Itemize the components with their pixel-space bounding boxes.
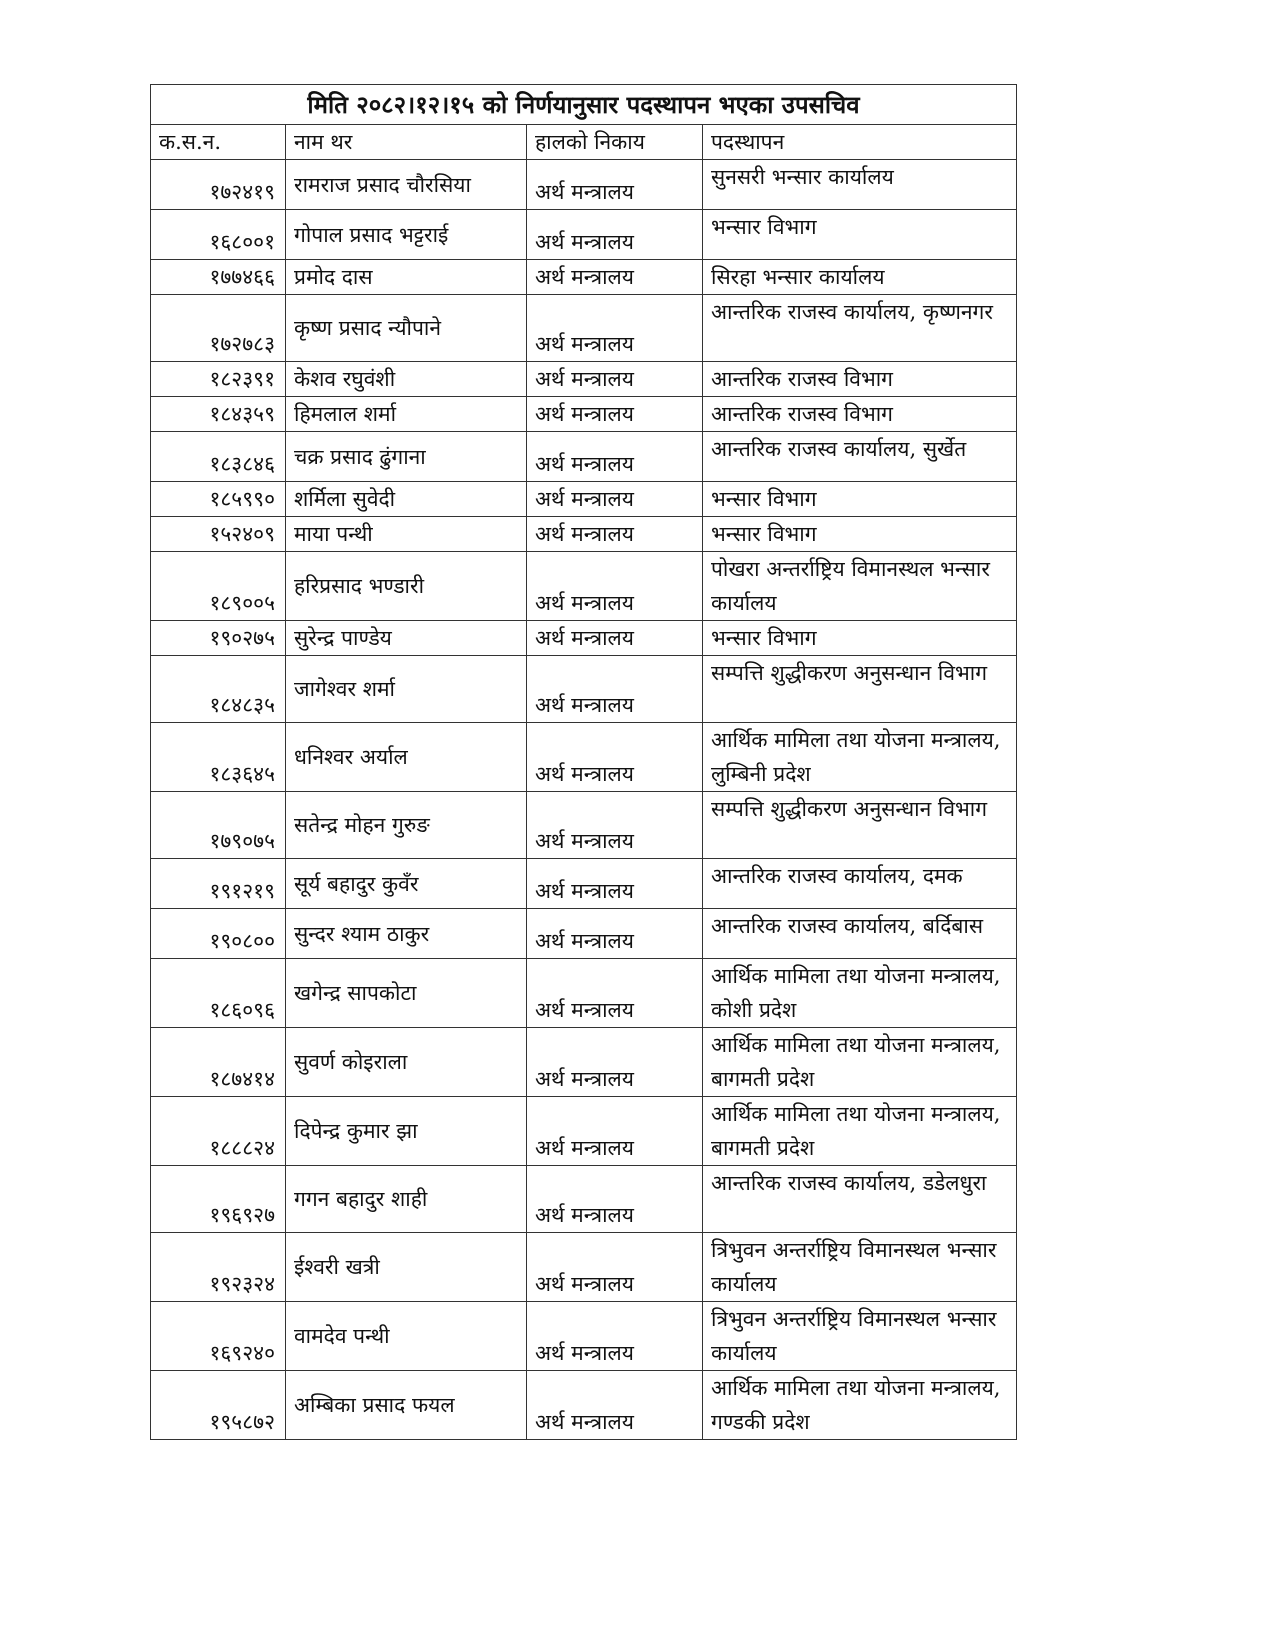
cell-sn: १६८००१	[151, 210, 286, 260]
table-row	[151, 656, 1017, 723]
cell-posting: आन्तरिक राजस्व कार्यालय, बर्दिबास	[703, 909, 1017, 959]
cell-office: अर्थ मन्त्रालय	[527, 723, 703, 792]
cell-posting: सिरहा भन्सार कार्यालय	[703, 260, 1017, 295]
cell-office: अर्थ मन्त्रालय	[527, 432, 703, 482]
cell-sn: १७९०७५	[151, 792, 286, 859]
cell-name: कृष्ण प्रसाद न्यौपाने	[286, 295, 527, 362]
header-row	[151, 125, 1017, 160]
cell-sn: १९०८००	[151, 909, 286, 959]
table-row	[151, 621, 1017, 656]
cell-sn: १८३६४५	[151, 723, 286, 792]
cell-name: सुवर्ण कोइराला	[286, 1028, 527, 1097]
cell-office: अर्थ मन्त्रालय	[527, 260, 703, 295]
cell-office: अर्थ मन्त्रालय	[527, 552, 703, 621]
cell-office: अर्थ मन्त्रालय	[527, 959, 703, 1028]
cell-name: हिमलाल शर्मा	[286, 397, 527, 432]
cell-office: अर्थ मन्त्रालय	[527, 362, 703, 397]
cell-sn: १७२४१९	[151, 160, 286, 210]
posting-table	[150, 84, 1017, 1440]
cell-name: खगेन्द्र सापकोटा	[286, 959, 527, 1028]
cell-sn: १९०२७५	[151, 621, 286, 656]
table-row	[151, 295, 1017, 362]
table-row	[151, 160, 1017, 210]
cell-name: ईश्वरी खत्री	[286, 1233, 527, 1302]
cell-sn: १५२४०९	[151, 517, 286, 552]
cell-sn: १८६०९६	[151, 959, 286, 1028]
column-header-posting: पदस्थापन	[703, 125, 1017, 160]
cell-office: अर्थ मन्त्रालय	[527, 1233, 703, 1302]
cell-office: अर्थ मन्त्रालय	[527, 1371, 703, 1440]
cell-posting: भन्सार विभाग	[703, 210, 1017, 260]
cell-name: हरिप्रसाद भण्डारी	[286, 552, 527, 621]
cell-posting: भन्सार विभाग	[703, 621, 1017, 656]
cell-posting: त्रिभुवन अन्तर्राष्ट्रिय विमानस्थल भन्सार कार्यालय	[703, 1233, 1017, 1302]
cell-posting: आन्तरिक राजस्व कार्यालय, सुर्खेत	[703, 432, 1017, 482]
cell-name: रामराज प्रसाद चौरसिया	[286, 160, 527, 210]
cell-sn: १९२३२४	[151, 1233, 286, 1302]
cell-posting: आन्तरिक राजस्व कार्यालय, डडेलधुरा	[703, 1166, 1017, 1233]
table-row	[151, 432, 1017, 482]
cell-office: अर्थ मन्त्रालय	[527, 1028, 703, 1097]
cell-posting: आर्थिक मामिला तथा योजना मन्त्रालय, बागमती प्रदेश	[703, 1097, 1017, 1166]
cell-name: सतेन्द्र मोहन गुरुङ	[286, 792, 527, 859]
cell-office: अर्थ मन्त्रालय	[527, 1166, 703, 1233]
table-row	[151, 1028, 1017, 1097]
table-row	[151, 959, 1017, 1028]
column-header-name: नाम थर	[286, 125, 527, 160]
cell-office: अर्थ मन्त्रालय	[527, 909, 703, 959]
table-row	[151, 362, 1017, 397]
cell-sn: १७७४६६	[151, 260, 286, 295]
table-row	[151, 1371, 1017, 1440]
cell-posting: सम्पत्ति शुद्धीकरण अनुसन्धान विभाग	[703, 656, 1017, 723]
cell-name: अम्बिका प्रसाद फयल	[286, 1371, 527, 1440]
cell-office: अर्थ मन्त्रालय	[527, 1302, 703, 1371]
cell-name: चक्र प्रसाद ढुंगाना	[286, 432, 527, 482]
cell-posting: आर्थिक मामिला तथा योजना मन्त्रालय, बागमती प्रदेश	[703, 1028, 1017, 1097]
cell-sn: १८४८३५	[151, 656, 286, 723]
table-row	[151, 909, 1017, 959]
table-title: मिति २०८२।१२।१५ को निर्णयानुसार पदस्थापन भएका उपसचिव	[151, 85, 1017, 125]
cell-name: सुरेन्द्र पाण्डेय	[286, 621, 527, 656]
cell-name: गगन बहादुर शाही	[286, 1166, 527, 1233]
table-row	[151, 482, 1017, 517]
cell-sn: १८७४१४	[151, 1028, 286, 1097]
cell-sn: १९५८७२	[151, 1371, 286, 1440]
cell-sn: १८४३५९	[151, 397, 286, 432]
table-row	[151, 260, 1017, 295]
column-header-sn: क.स.न.	[151, 125, 286, 160]
cell-name: सूर्य बहादुर कुवँर	[286, 859, 527, 909]
cell-office: अर्थ मन्त्रालय	[527, 792, 703, 859]
cell-sn: १७२७८३	[151, 295, 286, 362]
table-row	[151, 1166, 1017, 1233]
cell-office: अर्थ मन्त्रालय	[527, 656, 703, 723]
cell-sn: १८५९९०	[151, 482, 286, 517]
table-row	[151, 552, 1017, 621]
cell-posting: सम्पत्ति शुद्धीकरण अनुसन्धान विभाग	[703, 792, 1017, 859]
column-header-office: हालको निकाय	[527, 125, 703, 160]
cell-posting: सुनसरी भन्सार कार्यालय	[703, 160, 1017, 210]
cell-name: माया पन्थी	[286, 517, 527, 552]
cell-posting: आन्तरिक राजस्व कार्यालय, दमक	[703, 859, 1017, 909]
cell-office: अर्थ मन्त्रालय	[527, 859, 703, 909]
table-row	[151, 210, 1017, 260]
table-row	[151, 1302, 1017, 1371]
cell-office: अर्थ मन्त्रालय	[527, 482, 703, 517]
cell-sn: १६९२४०	[151, 1302, 286, 1371]
cell-name: जागेश्वर शर्मा	[286, 656, 527, 723]
cell-office: अर्थ मन्त्रालय	[527, 1097, 703, 1166]
cell-posting: पोखरा अन्तर्राष्ट्रिय विमानस्थल भन्सार कार्यालय	[703, 552, 1017, 621]
cell-name: सुन्दर श्याम ठाकुर	[286, 909, 527, 959]
table-row	[151, 792, 1017, 859]
cell-posting: भन्सार विभाग	[703, 482, 1017, 517]
cell-office: अर्थ मन्त्रालय	[527, 397, 703, 432]
cell-sn: १८३८४६	[151, 432, 286, 482]
table-body	[151, 160, 1017, 1440]
cell-sn: १८२३९१	[151, 362, 286, 397]
cell-name: दिपेन्द्र कुमार झा	[286, 1097, 527, 1166]
cell-posting: आन्तरिक राजस्व विभाग	[703, 362, 1017, 397]
cell-name: धनिश्वर अर्याल	[286, 723, 527, 792]
table-row	[151, 1097, 1017, 1166]
cell-office: अर्थ मन्त्रालय	[527, 160, 703, 210]
cell-posting: आर्थिक मामिला तथा योजना मन्त्रालय, लुम्बिनी प्रदेश	[703, 723, 1017, 792]
cell-sn: १९६९२७	[151, 1166, 286, 1233]
table-row	[151, 859, 1017, 909]
cell-name: शर्मिला सुवेदी	[286, 482, 527, 517]
cell-posting: आन्तरिक राजस्व विभाग	[703, 397, 1017, 432]
document-page	[150, 84, 1016, 1440]
cell-office: अर्थ मन्त्रालय	[527, 295, 703, 362]
table-row	[151, 723, 1017, 792]
table-row	[151, 397, 1017, 432]
table-row	[151, 517, 1017, 552]
cell-sn: १९१२१९	[151, 859, 286, 909]
cell-office: अर्थ मन्त्रालय	[527, 621, 703, 656]
cell-posting: आन्तरिक राजस्व कार्यालय, कृष्णनगर	[703, 295, 1017, 362]
cell-name: केशव रघुवंशी	[286, 362, 527, 397]
cell-office: अर्थ मन्त्रालय	[527, 517, 703, 552]
table-row	[151, 1233, 1017, 1302]
cell-sn: १८९००५	[151, 552, 286, 621]
cell-name: प्रमोद दास	[286, 260, 527, 295]
cell-posting: आर्थिक मामिला तथा योजना मन्त्रालय, कोशी प्रदेश	[703, 959, 1017, 1028]
cell-office: अर्थ मन्त्रालय	[527, 210, 703, 260]
cell-posting: त्रिभुवन अन्तर्राष्ट्रिय विमानस्थल भन्सार कार्यालय	[703, 1302, 1017, 1371]
cell-posting: भन्सार विभाग	[703, 517, 1017, 552]
cell-sn: १८८८२४	[151, 1097, 286, 1166]
cell-posting: आर्थिक मामिला तथा योजना मन्त्रालय, गण्डकी प्रदेश	[703, 1371, 1017, 1440]
cell-name: वामदेव पन्थी	[286, 1302, 527, 1371]
cell-name: गोपाल प्रसाद भट्टराई	[286, 210, 527, 260]
